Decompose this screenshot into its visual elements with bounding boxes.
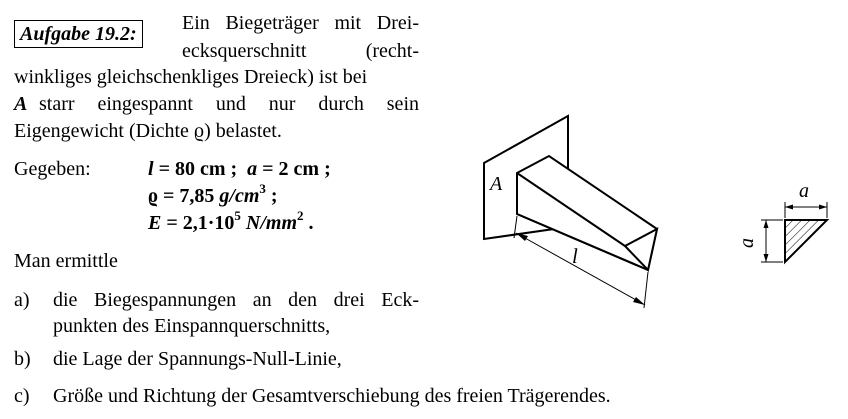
dim-a-side-arrow-bottom xyxy=(764,254,769,262)
given-line-3 xyxy=(148,210,314,236)
given-E-exponent: 5 xyxy=(234,208,241,223)
dim-l-ext-right xyxy=(644,272,648,308)
dim-a-side-arrow-top xyxy=(764,220,769,228)
given-line-1 xyxy=(148,156,331,182)
item-b-label: b) xyxy=(14,348,31,370)
given-rho-exponent: 3 xyxy=(259,181,266,196)
given-line-2 xyxy=(148,183,278,209)
given-rho-value: ϱ = 7,85 xyxy=(148,185,220,207)
given-rho-end: ; xyxy=(265,185,278,207)
given-a-value: = 2 cm ; xyxy=(257,158,331,180)
item-a-label: a) xyxy=(14,289,30,311)
intro-line-5: Eigengewicht (Dichte ϱ) belastet. xyxy=(14,120,282,142)
label-l: l xyxy=(572,244,578,268)
cross-section-figure xyxy=(735,176,835,266)
given-E-end: . xyxy=(303,212,314,234)
given-E-value: = 2,1·10 xyxy=(161,212,235,234)
item-a-line-1: die Biegespannungen an den drei Eck- xyxy=(53,289,419,311)
beam-figure xyxy=(470,100,670,312)
item-b-text: die Lage der Spannungs-Null-Linie, xyxy=(53,348,342,370)
intro-line-4 xyxy=(14,91,419,117)
given-l-value: = 80 cm ; xyxy=(153,158,238,180)
label-a-side: a xyxy=(736,238,758,248)
label-a-top: a xyxy=(799,180,809,202)
dim-l-arrow-right xyxy=(633,297,645,305)
intro-line-1: Ein Biegeträger mit Drei- xyxy=(182,12,419,34)
given-rho-unit: g/cm xyxy=(219,185,260,207)
item-a xyxy=(14,287,36,313)
item-c-text: Größe und Richtung der Gesamtverschiebung des freien Trägerendes. xyxy=(53,385,611,407)
item-c-label: c) xyxy=(14,385,30,407)
dim-a-top-arrow-right xyxy=(819,205,827,210)
intro-line-4-text: starr eingespannt und nur durch sein xyxy=(39,93,419,115)
task-title: Aufgabe 19.2: xyxy=(14,20,143,48)
intro-line-2: ecksquerschnitt (recht- xyxy=(182,40,419,62)
given-l-symbol: l xyxy=(148,158,154,180)
dim-a-top-arrow-left xyxy=(785,205,793,210)
given-E-unit-exponent: 2 xyxy=(297,208,304,223)
cross-section-triangle xyxy=(785,220,827,262)
given-a-symbol: a xyxy=(247,158,258,180)
given-E-symbol: E xyxy=(148,212,162,234)
intro-line-3: winkliges gleichschenkliges Dreieck) ist bei xyxy=(14,66,368,88)
item-a-line-2: punkten des Einspannquerschnitts, xyxy=(53,315,331,337)
point-a-label: A xyxy=(14,93,28,115)
label-A: A xyxy=(490,173,503,195)
given-E-unit: N/mm xyxy=(240,212,298,234)
determine-label: Man ermittle xyxy=(14,250,118,272)
given-label: Gegeben: xyxy=(14,158,91,180)
